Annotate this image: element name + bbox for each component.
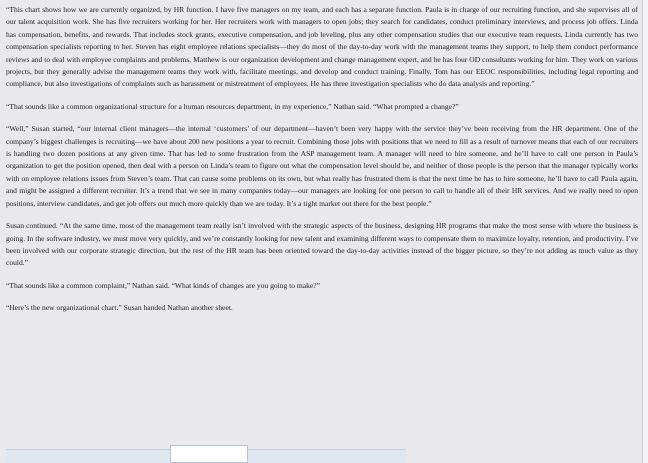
paragraph-current-structure: “This chart shows how we are currently organized, by HR function. I have five managers on my team, and each has a separate function. Paula is in charge of our recruiting function, and she supervises all of our talent acquisition work. She has five recruiters working for her. Her recruiters work with managers to open jobs; they search for candidates, conduct preliminary interviews, and process job offers. Linda has compensation, benefits, and rewards. That includes stock grants, executive compensation, and job leveling, plus any other compensation studies that our executive team requests. Linda currently has two compensation specialists reporting to her. Steven has eight employee relations specialists—they do most of the day-to-day work with the management teams they support, to help them conduct performance reviews and to deal with employee complaints and problems. Matthew is our organization development and change management expert, and he has four OD consultants working for him. They work on various projects, but they generally advise the management teams they work with, facilitate meetings, and develop and conduct training. Finally, Tom has our EEOC responsibilities, including legal reporting and compliance, but also investigations of complaints such as harassment or mistreatment of employees. He has three investigation specialists who do data analysis and reporting.” xyxy=(6,5,638,89)
paragraph-susan-recruiting: “Well,” Susan started, “our internal client managers—the internal ‘customers’ of our department—haven’t been very happy with the service they’ve been receiving from the HR department. One of the company’s biggest challenges is recruiting—we have about 200 new positions a year to recruit. Combining those jobs with positions that we need to fill as a result of turnover means that each of our recruiters is handling two dozen positions at any given time. That has led to some frustration from the ASP management team. A manager will need to hire someone, and he’ll have to call one person in Paula’s organization to get the position opened, then deal with a person on Linda’s team to figure out what the compensation level should be, and neither of those people is the person that the manager typically works with on employee relations issues from Steven’s team. That can cause some problems on its own, but what really has frustrated them is that the next time he has to hire someone, he’ll have to call Paula again, and might be assigned a different recruiter. It’s a trend that we see in many companies today—our managers are looking for one person to call to handle all of their HR services. And we really need to open positions, interview candidates, and get job offers out much more quickly than we are today. It’s a tight market out there for the best people.” xyxy=(6,124,638,208)
next-figure-box xyxy=(170,445,248,463)
paragraph-susan-strategy: Susan continued. “At the same time, most of the management team really isn’t involved with the strategic aspects of the business, designing HR programs that make the most sense with where the business is going. In the software industry, we must move very quickly, and we’re constantly looking for new talent and examining different ways to compensate them to maximize loyalty, retention, and productivity. I’ve been involved with our corporate strategic direction, but the rest of the HR team has been oriented toward the day-to-day activities instead of the bigger picture, so they’re not adding as much value as they could.” xyxy=(6,221,638,268)
paragraph-nathan-question: “That sounds like a common organizational structure for a human resources department, in my experience,” Nathan said. “What prompted a change?” xyxy=(6,101,459,111)
paragraph-new-org-chart: “Here’s the new organizational chart.” Susan handed Nathan another sheet. xyxy=(6,303,233,313)
paragraph-nathan-changes: “That sounds like a common complaint,” Nathan said. “What kinds of changes are you going to make?” xyxy=(6,280,320,290)
document-body xyxy=(6,4,638,325)
scrollbar-track[interactable] xyxy=(642,0,648,463)
